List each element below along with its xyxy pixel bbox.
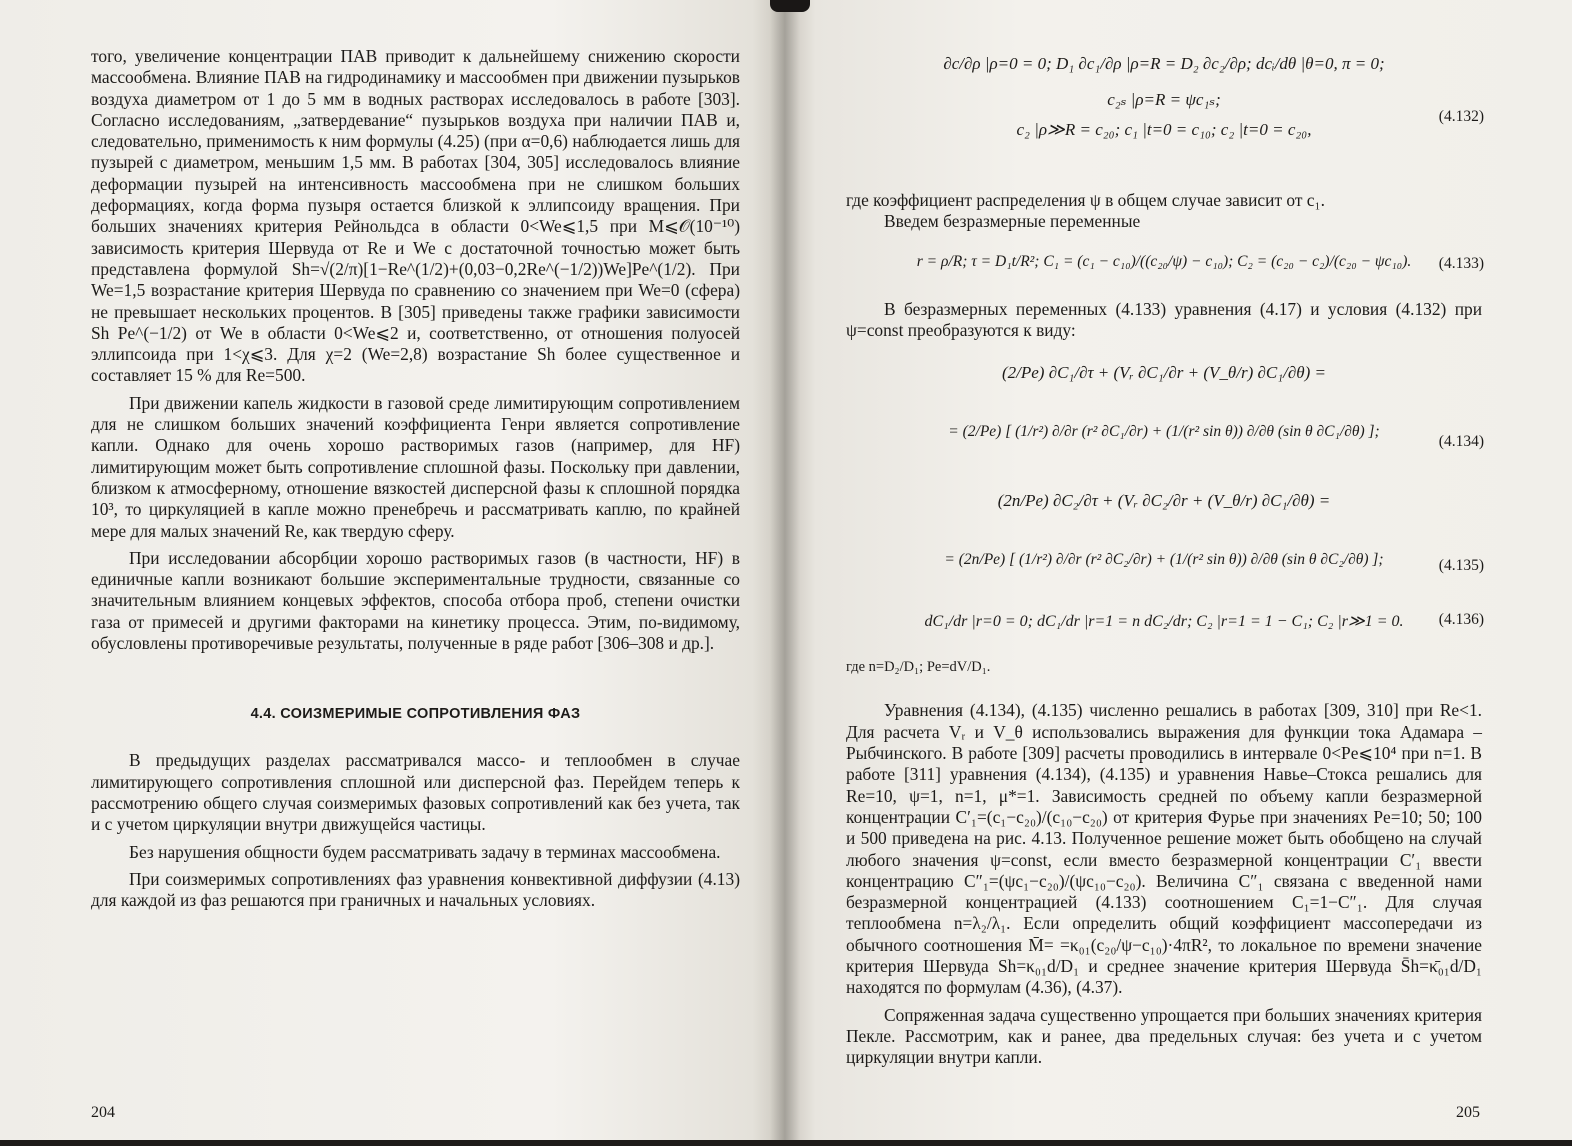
page-number-left: 204 xyxy=(91,1104,115,1121)
right-paragraph-1: Уравнения (4.134), (4.135) численно решались в работах [309, 310] при Re<1. Для расчета Vᵣ и V_θ использовались выражения для функции тока Адамара – Рыбчинского. В работе [309] расчеты проводились в интервале 0<Pe⩽10⁴ при n=1. В работе [311] уравнения (4.134), (4.135) и уравнения Навье–Стокса решались для Re=10, ψ=1, n=1, μ*=1. Зависимость средней по объему капли безразмерной концентрации C′₁=(c₁−c₂₀)/(c₁₀−c₂₀) от критерия Фурье при значениях Pe=10; 50; 100 и 500 приведена на рис. 4.13. Полученное решение может быть обобщено на случай любого значения ψ=const, если вместо безразмерной концентрации C′₁ ввести концентрацию C″₁=(ψc₁−c₂₀)/(ψc₁₀−c₂₀). Величина C″₁ связана с введенной нами безразмерной концентрацией (4.133) соотношением C₁=1−C″₁. Для случая теплообмена n=λ₂/λ₁. Если определить общий коэффициент массопередачи из обычного соотношения M̄= =κ₀₁(c₂₀/ψ−c₁₀)·4πR², то локальное по времени значение критерия Шервуда Sh=κ₀₁d/D₁ и среднее значение критерия Шервуда S̄h=κ̄₀₁d/D₁ находятся по формулам (4.36), (4.37). xyxy=(846,700,1482,998)
section-title: 4.4. СОИЗМЕРИМЫЕ СОПРОТИВЛЕНИЯ ФАЗ xyxy=(250,706,581,723)
eq-4-136-label: (4.136) xyxy=(1438,611,1484,629)
eq-4-132-line-1: ∂c/∂ρ |ρ=0 = 0; D₁ ∂c₁/∂ρ |ρ=R = D₂ ∂c₂/∂ρ; dcᵢ/dθ |θ=0, π = 0; xyxy=(943,54,1385,73)
eq-4-134-label: (4.134) xyxy=(1438,433,1484,451)
eq-4-136-body: dC₁/dr |r=0 = 0; dC₁/dr |r=1 = n dC₂/dr; C₂ |r=1 = 1 − C₁; C₂ |r≫1 = 0. xyxy=(924,613,1404,631)
spine-top xyxy=(770,0,810,12)
book-gutter xyxy=(770,0,800,1146)
section-paragraph-1: В предыдущих разделах рассматривался массо- и теплообмен в случае лимитирующего сопротивления сплошной или дисперсной фаз. Перейдем теперь к рассмотрению общего случая соизмеримых фазовых сопротивлений как без учета, так и с учетом циркуляции внутри движущейся частицы. xyxy=(91,750,740,835)
eq-4-132-line-2: c₂ₛ |ρ=R = ψc₁ₛ; xyxy=(1107,90,1221,109)
right-paragraph-2: Сопряженная задача существенно упрощается при больших значениях критерия Пекле. Рассмотрим, как и ранее, два предельных случая: без учета и с учетом циркуляции внутри капли. xyxy=(846,1004,1482,1068)
eq-4-132-line-3: c₂ |ρ≫R = c₂₀; c₁ |t=0 = c₁₀; c₂ |t=0 = c₂₀, xyxy=(1016,120,1312,139)
section-paragraph-3: При соизмеримых сопротивлениях фаз уравнения конвективной диффузии (4.13) для каждой из фаз решаются при граничных и начальных условиях. xyxy=(91,868,740,911)
left-paragraph-3: При исследовании абсорбции хорошо растворимых газов (в частности, HF) в единичные капли возникают большие экспериментальные трудности, связанные со значительным влиянием концевых эффектов, способа отбора проб, степени очистки газа от примесей и другими факторами на кинетику процесса. Этим, по-видимому, обусловлены противоречивые результаты, полученные в ряде работ [306–308 и др.]. xyxy=(91,547,740,654)
right-page xyxy=(784,0,1572,1146)
equation-4-134 xyxy=(846,353,1482,475)
left-page xyxy=(0,0,784,1146)
page-bottom-edge xyxy=(0,1140,1572,1146)
n-pe-note: где n=D₂/D₁; Pe=dV/D₁. xyxy=(846,659,991,676)
eq-4-134-line-2: = (2/Pe) [ (1/r²) ∂/∂r (r² ∂C₁/∂r) + (1/(r² sin θ)) ∂/∂θ (sin θ ∂C₁/∂θ) ]; xyxy=(948,423,1380,441)
psi-text: где коэффициент распределения ψ в общем случае зависит от c₁. xyxy=(846,190,1325,210)
vars-intro: Введем безразмерные переменные xyxy=(884,211,1141,232)
equation-4-136 xyxy=(846,585,1482,651)
equation-4-133 xyxy=(846,233,1482,299)
left-paragraph-2: При движении капель жидкости в газовой среде лимитирующим сопротивлением для не слишком больших значений коэффициента Генри является сопротивление капли. Однако для очень хорошо растворимых газов (например, для HF) лимитирующим может быть сопротивление сплошной фазы. Поскольку при давлении, близком к атмосферному, отношение вязкостей дисперсной фазы к сплошной порядка 10³, то циркуляцией в капле можно пренебречь и рассматривать каплю, по крайней мере для малых значений Re, как твердую сферу. xyxy=(91,392,740,541)
eq-4-134-line-1: (2/Pe) ∂C₁/∂τ + (Vᵣ ∂C₁/∂r + (V_θ/r) ∂C₁/∂θ) = xyxy=(1001,363,1327,383)
transform-text: В безразмерных переменных (4.133) уравнения (4.17) и условия (4.132) при ψ=const преобразуются к виду: xyxy=(846,298,1482,340)
section-paragraph-2: Без нарушения общности будем рассматривать задачу в терминах массообмена. xyxy=(129,841,721,862)
equation-4-135 xyxy=(846,475,1482,585)
eq-4-135-line-2: = (2n/Pe) [ (1/r²) ∂/∂r (r² ∂C₂/∂r) + (1/(r² sin θ)) ∂/∂θ (sin θ ∂C₂/∂θ) ]; xyxy=(944,551,1384,569)
eq-4-135-line-1: (2n/Pe) ∂C₂/∂τ + (Vᵣ ∂C₂/∂r + (V_θ/r) ∂C₁/∂θ) = xyxy=(997,491,1331,511)
page-number-right: 205 xyxy=(1456,1104,1480,1121)
eq-4-133-label: (4.133) xyxy=(1438,254,1484,272)
equation-4-132 xyxy=(846,54,1482,166)
eq-4-135-label: (4.135) xyxy=(1438,557,1484,575)
eq-4-133-body: r = ρ/R; τ = D₁t/R²; C₁ = (c₁ − c₁₀)/((c₂₀/ψ) − c₁₀); C₂ = (c₂₀ − c₂)/(c₂₀ − ψc₁₀). xyxy=(916,252,1412,270)
eq-4-132-label: (4.132) xyxy=(1438,108,1484,125)
left-paragraph-1: того, увеличение концентрации ПАВ приводит к дальнейшему снижению скорости массообмена. Влияние ПАВ на гидродинамику и массообмен при движении пузырьков воздуха диаметром от 1 до 5 мм в водных растворах исследовалось в работе [303]. Согласно исследованиям, „затвердевание“ пузырьков воздуха при наличии ПАВ и, следовательно, применимость к ним формулы (4.25) (при α=0,6) наблюдается лишь для пузырей с диаметром, меньшим 1,5 мм. В работах [304, 305] исследовалось влияние деформации пузырей на интенсивность массообмена при не слишком больших деформациях, когда форма пузыря остается близкой к эллипсоиду вращения. При больших значениях критерия Рейнольдса в области 0<We⩽1,5 при M⩽𝒪(10⁻¹⁰) зависимость критерия Шервуда от Re и We с достаточной точностью может быть представлена формулой Sh=√(2/π)[1−Re^(1/2)+(0,03−0,2Re^(−1/2))We]Pe^(1/2). При We=1,5 возрастание критерия Шервуда по сравнению со значением при We=0 (сфера) не превышает нескольких процентов. В [305] приведены также графики зависимости Sh Pe^(−1/2) от We в области 0<We⩽2 и, соответственно, от отношения полуосей эллипсоида при 1<χ⩽3. Для χ=2 (We=2,8) возрастание Sh более существенное и составляет 15 % для Re=500. xyxy=(91,46,740,386)
